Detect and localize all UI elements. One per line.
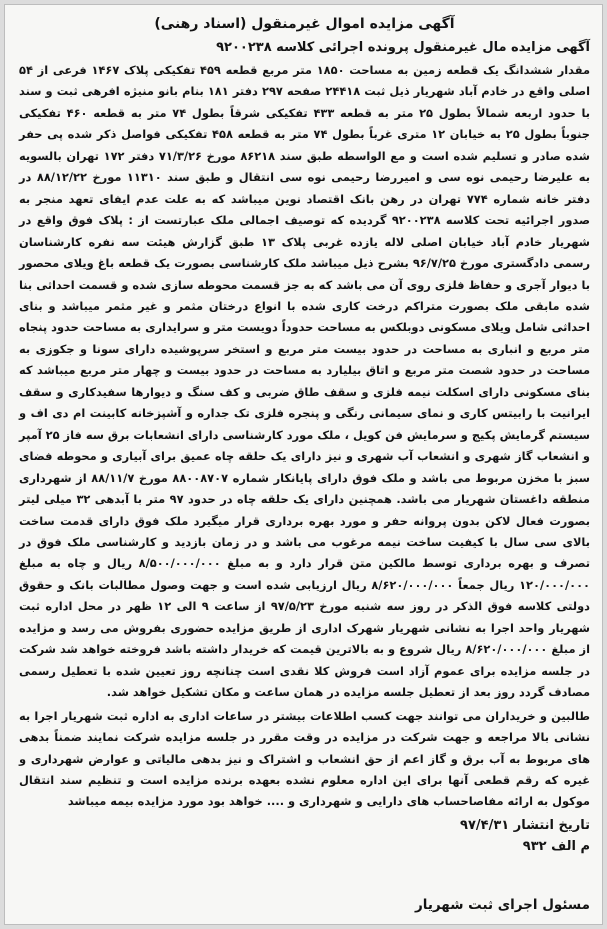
newspaper-clipping	[4, 4, 603, 925]
notice-subtitle: آگهی مزایده مال غیرمنقول پرونده اجرائی کلاسه ۹۲۰۰۲۳۸	[216, 40, 590, 55]
publish-date: تاریخ انتشار ۹۷/۴/۳۱	[460, 817, 590, 833]
notice-paragraph: مقدار ششدانگ یک قطعه زمین به مساحت ۱۸۵۰ متر مربع قطعه ۴۵۹ تفکیکی پلاک ۱۴۶۷ فرعی از ۵۴ اصلی واقع در خادم آباد شهریار ذیل ثبت ۲۴۴۱۸ صفحه ۲۹۷ دفتر ۱۸۱ بنام بانو منیژه افرهی ثبت و سند با حدود اربعه شمالاً بطول ۲۵ متر به قطعه ۴۳۳ تفکیکی شرقاً بطول ۷۴ متر به قطعه ۴۶۰ تفکیکی جنوباً بطول ۲۵ به خیابان ۱۲ متری غرباً بطول ۷۴ متر به قطعه ۴۵۸ تفکیکی فواصل ذکر شده پی حفر شده صادر و تسلیم شده است و مع الواسطه طبق سند ۸۶۲۱۸ مورخ ۷۱/۳/۲۶ دفتر ۱۷۲ تهران بالسویه به علیرضا رحیمی نوه سی و امیررضا رحیمی نوه سی انتقال و طبق سند ۱۱۳۱۰ مورخ ۸۸/۱۲/۲۲ در دفتر خانه شماره ۷۷۴ تهران در رهن بانک اقتصاد نوین میباشد که به علت عدم ایفای تعهد منجر به صدور اجرائیه تحت کلاسه ۹۲۰۰۲۳۸ گردیده که توصیف اجمالی ملک عبارتست از : پلاک فوق واقع در شهریار خادم آباد خیابان اصلی لاله یازده غربی پلاک ۱۳ طبق گزارش هیئت سه نفره کارشناسان رسمی دادگستری مورخ ۹۶/۷/۲۵ بشرح ذیل میباشد ملک کارشناسی بصورت یک قطعه باغ ویلای محصور با دیوار آجری و حفاظ فلزی روی آن می باشد که به جز قسمت محوطه سازی شده و قسمت احداثی بنا شده مابقی ملک بصورت متراکم درخت کاری شده با انواع درختان مثمر و غیر مثمر میباشد و بنای احداثی شامل ویلای مسکونی دوبلکس به مساحت حدوداً دویست متر و سرایداری به مساحت حدود پنجاه متر مربع و انباری به مساحت در حدود بیست متر مربع و استخر سرپوشیده دارای سونا و جکوزی به مساحت در حدود شصت متر مربع و اتاق بیلیارد به مساحت در حدود بیست و چهار متر مربع میباشد که بنای مسکونی دارای اسکلت نیمه فلزی و سقف طاق ضربی و کف سنگ و دیوارها سفیدکاری و سقف ایرانیت با رابیتس کاری و نمای سیمانی رنگی و پنجره فلزی تک جداره و آشپزخانه کابینت ام دی اف و سیستم گرمایش پکیج و سرمایش فن کویل ، ملک مورد کارشناسی دارای انشعابات برق سه فاز ۲۵ آمپر و انشعاب گاز شهری و انشعاب آب شهری و نیز دارای یک حلقه چاه عمیق برای آبیاری و محوطه فضای سبز با مخزن مربوط می باشد و ملک فوق دارای پایانکار شماره ۸۸۰۰۸۷۰۷ مورخ ۸۸/۱۱/۷ از شهرداری منطقه داغستان شهریار می باشد. همچنین دارای یک حلقه چاه در حدود ۹۷ متر با آبدهی ۳۲ میلی لیتر بصورت فعال لاکن بدون پروانه حفر و مورد بهره برداری قرار میگیرد ملک فوق دارای قدمت ساخت بالای سی سال با کیفیت ساخت نیمه مرغوب می باشد و در زمان بازدید و کارشناسی ملک فوق در تصرف و بهره برداری توسط مالکین متن قرار دارد و به مبلغ ۸/۵۰۰/۰۰۰/۰۰۰ ریال و چاه به مبلغ ۱۲۰/۰۰۰/۰۰۰ ریال جمعاً ۸/۶۲۰/۰۰۰/۰۰۰ ریال ارزیابی شده است و جهت وصول مطالبات بانک و حقوق دولتی کلاسه فوق الذکر در روز سه شنبه مورخ ۹۷/۵/۲۳ از ساعت ۹ الی ۱۲ ظهر در محل اداره ثبت شهریار واحد اجرا به نشانی شهریار شهرک اداری از طریق مزایده حضوری بفروش می رسد و مزایده از مبلغ ۸/۶۲۰/۰۰۰/۰۰۰ ریال شروع و به بالاترین قیمت که خریدار داشته باشد فروخته خواهد شد شرکت در جلسه مزایده برای عموم آزاد است فروش کلا نقدی است چنانچه روز تعیین شده با تعطیل رسمی مصادف گردد روز بعد از تعطیل جلسه مزایده در همان ساعت و مکان تشکیل خواهد شد.	[19, 63, 591, 700]
notice-title: آگهی مزایده اموال غیرمنقول (اسناد رهنی)	[154, 16, 455, 32]
reference-number: م الف ۹۳۲	[522, 838, 590, 854]
notice-body	[19, 60, 590, 813]
notice-content	[19, 15, 590, 857]
signature-line: مسئول اجرای ثبت شهریار	[414, 897, 590, 913]
notice-paragraph: طالبین و خریداران می توانند جهت کسب اطلاعات بیشتر در ساعات اداری به اداره ثبت شهریار اجرا به نشانی بالا مراجعه و جهت شرکت در مزایده در وقت مقرر در جلسه مزایده شرکت نمایند ضمناً بدهی های مربوط به آب برق و گاز اعم از حق انشعاب و اشتراک و نیز بدهی مالیاتی و عوارض شهرداری و غیره که رقم قطعی آنها برای این اداره معلوم نشده بعهده برنده مزایده است و تنظیم سند انتقال موکول به ارائه مفاصاحساب های دارایی و شهرداری و .... خواهد بود مورد مزایده بیمه میباشد	[19, 708, 590, 809]
